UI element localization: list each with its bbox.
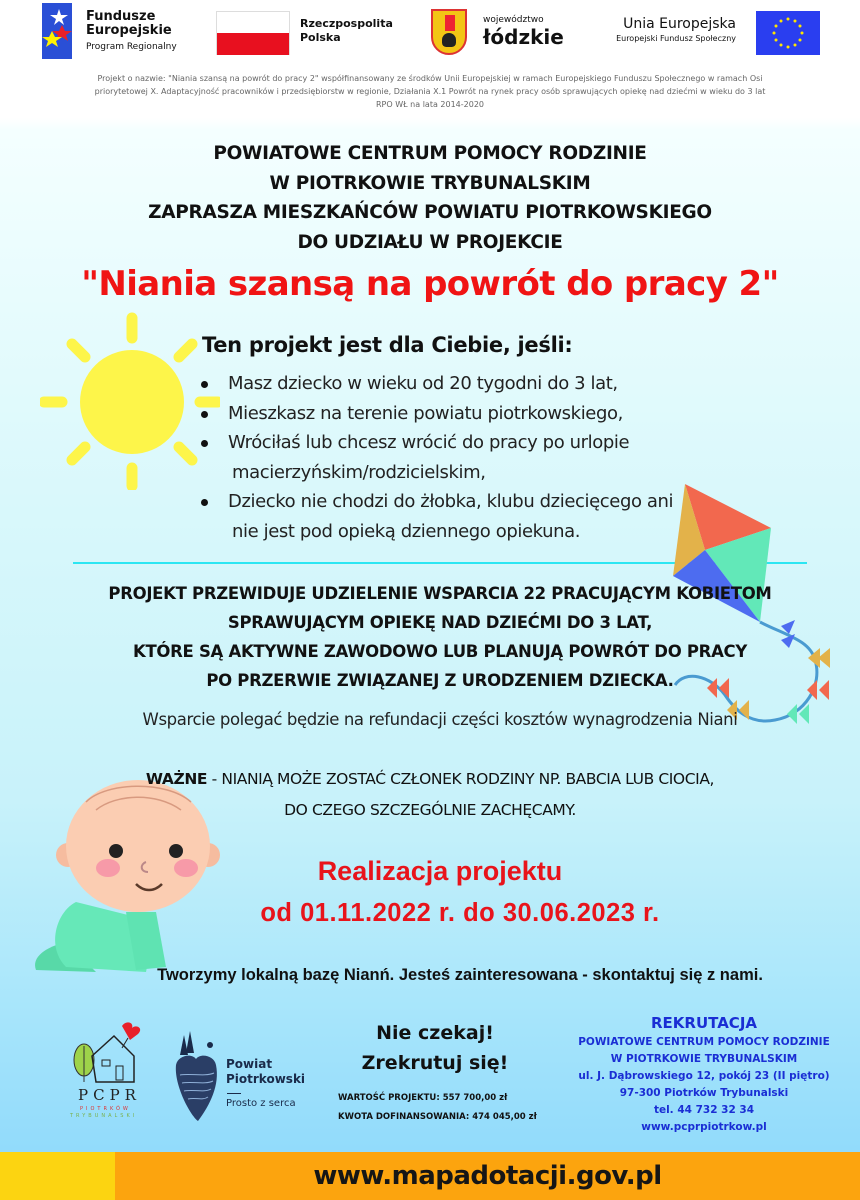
support-line: KTÓRE SĄ AKTYWNE ZAWODOWO LUB PLANUJĄ POWRÓT DO PRACY bbox=[132, 642, 747, 661]
criteria-item: Dziecko nie chodzi do żłobka, klubu dziecięcego ani bbox=[196, 487, 756, 517]
ue-line1: Unia Europejska bbox=[623, 16, 736, 32]
powiat-piotrkowski-logo bbox=[170, 1025, 320, 1125]
powiat-rule bbox=[227, 1093, 241, 1094]
pcpr-letters: PCPR bbox=[78, 1086, 141, 1104]
ld-big: łódzkie bbox=[483, 25, 564, 49]
heart-landscape-icon bbox=[170, 1025, 224, 1125]
project-info-text: Projekt o nazwie: "Niania szansą na powrót do pracy 2" współfinansowany ze środków Unii Europejskiej w ramach Europejskiego Funduszu Społecznego w ramach Osi priorytetowej X. Adaptacyjność pracowników i przedsiębiorstw w regionie, Działania X.1 Powrót na rynek pracy osób sprawujących opiekę nad dziećmi w wieku do 3 lat RPO WŁ na lata 2014-2020 bbox=[94, 74, 766, 109]
funding-amount: KWOTA DOFINANSOWANIA: 474 045,00 zł bbox=[338, 1112, 537, 1122]
support-line: PROJEKT PRZEWIDUJE UDZIELENIE WSPARCIA 22 PRACUJĄCYM KOBIETOM bbox=[108, 584, 772, 603]
nanny-base-text: Tworzymy lokalną bazę Nianń. Jesteś zainteresowana - skontaktuj się z nami. bbox=[157, 966, 763, 984]
powiat-line1: Powiat bbox=[226, 1057, 273, 1071]
fe-line1: Fundusze bbox=[86, 9, 156, 24]
fe-subtitle: Program Regionalny bbox=[86, 42, 177, 52]
eu-flag-icon bbox=[756, 11, 820, 55]
rzeczpospolita-polska-logo bbox=[216, 11, 396, 55]
rp-line2: Polska bbox=[300, 31, 341, 44]
heading-line: POWIATOWE CENTRUM POMOCY RODZINIE bbox=[213, 143, 647, 164]
criteria-item: Masz dziecko w wieku od 20 tygodni do 3 lat, bbox=[196, 369, 756, 399]
footer-bar bbox=[0, 1152, 860, 1200]
support-line: SPRAWUJĄCYM OPIEKĘ NAD DZIEĆMI DO 3 LAT, bbox=[227, 613, 653, 632]
crest-icon bbox=[431, 9, 467, 55]
criteria-title: Ten projekt jest dla Ciebie, jeśli: bbox=[202, 333, 573, 357]
ue-subtitle: Europejski Fundusz Społeczny bbox=[616, 34, 736, 43]
fe-line2: Europejskie bbox=[86, 23, 172, 38]
recruitment-website-link[interactable]: www.pcprpiotrkow.pl bbox=[641, 1121, 767, 1133]
footer-url-link[interactable]: www.mapadotacji.gov.pl bbox=[313, 1161, 662, 1191]
project-title: "Niania szansą na powrót do pracy 2" bbox=[81, 264, 779, 304]
rp-line1: Rzeczpospolita bbox=[300, 17, 393, 30]
sun-icon bbox=[40, 310, 220, 490]
powiat-tagline: Prosto z serca bbox=[226, 1098, 296, 1109]
cta-line2: Zrekrutuj się! bbox=[361, 1052, 509, 1074]
support-description bbox=[60, 579, 820, 695]
recruitment-address: ul. J. Dąbrowskiego 12, pokój 23 (II piętro) bbox=[578, 1070, 830, 1082]
polish-flag-icon bbox=[216, 11, 290, 55]
important-line2: DO CZEGO SZCZEGÓLNIE ZACHĘCAMY. bbox=[284, 801, 576, 819]
important-text: - NIANIĄ MOŻE ZOSTAĆ CZŁONEK RODZINY NP. BABCIA LUB CIOCIA, bbox=[207, 770, 715, 788]
refund-text: Wsparcie polegać będzie na refundacji części kosztów wynagrodzenia Niani bbox=[142, 710, 738, 729]
criteria-item: Wróciłaś lub chcesz wrócić do pracy po urlopie bbox=[196, 428, 756, 458]
unia-europejska-logo bbox=[604, 11, 820, 55]
pcpr-sub2: TRYBUNALSKI bbox=[70, 1113, 138, 1119]
project-values bbox=[338, 1089, 558, 1127]
call-to-action bbox=[330, 1018, 540, 1078]
realization-dates: od 01.11.2022 r. do 30.06.2023 r. bbox=[260, 899, 660, 927]
recruitment-city: 97-300 Piotrków Trybunalski bbox=[619, 1087, 789, 1099]
pcpr-sub1: PIOTRKÓW bbox=[80, 1106, 131, 1112]
heading-line: ZAPRASZA MIESZKAŃCÓW POWIATU PIOTRKOWSKIEGO bbox=[148, 202, 712, 223]
criteria-item: Mieszkasz na terenie powiatu piotrkowskiego, bbox=[196, 399, 756, 429]
pcpr-logo bbox=[70, 1020, 150, 1120]
recruitment-line: POWIATOWE CENTRUM POMOCY RODZINIE bbox=[578, 1036, 830, 1048]
recruitment-line: W PIOTRKOWIE TRYBUNALSKIM bbox=[610, 1053, 798, 1065]
fundusze-europejskie-logo bbox=[42, 3, 192, 59]
heading-line: W PIOTRKOWIE TRYBUNALSKIM bbox=[269, 172, 591, 194]
house-heart-icon bbox=[70, 1020, 150, 1086]
footer-yellow-block bbox=[0, 1152, 115, 1200]
recruitment-title: REKRUTACJA bbox=[650, 1014, 758, 1032]
cta-line1: Nie czekaj! bbox=[376, 1022, 494, 1044]
realization-period bbox=[210, 850, 710, 934]
criteria-item-continued: nie jest pod opieką dziennego opiekuna. bbox=[232, 520, 581, 542]
important-line1 bbox=[60, 764, 800, 795]
criteria-item-continued: macierzyńskim/rodzicielskim, bbox=[232, 461, 486, 483]
support-line: PO PRZERWIE ZWIĄZANEJ Z URODZENIEM DZIECKA. bbox=[206, 671, 674, 690]
recruitment-phone: tel. 44 732 32 34 bbox=[653, 1104, 755, 1116]
ld-small: województwo bbox=[483, 15, 544, 25]
wojewodztwo-lodzkie-logo bbox=[431, 9, 571, 59]
heading-line: DO UDZIAŁU W PROJEKCIE bbox=[297, 231, 563, 253]
realization-title: Realizacja projektu bbox=[317, 856, 563, 886]
important-label: WAŻNE bbox=[145, 770, 208, 788]
project-value: WARTOŚĆ PROJEKTU: 557 700,00 zł bbox=[338, 1093, 508, 1103]
important-note bbox=[60, 764, 800, 826]
fe-star-icon bbox=[42, 3, 72, 59]
recruitment-info bbox=[545, 1012, 860, 1136]
organizer-heading bbox=[60, 139, 800, 257]
powiat-line2: Piotrkowski bbox=[226, 1072, 306, 1086]
